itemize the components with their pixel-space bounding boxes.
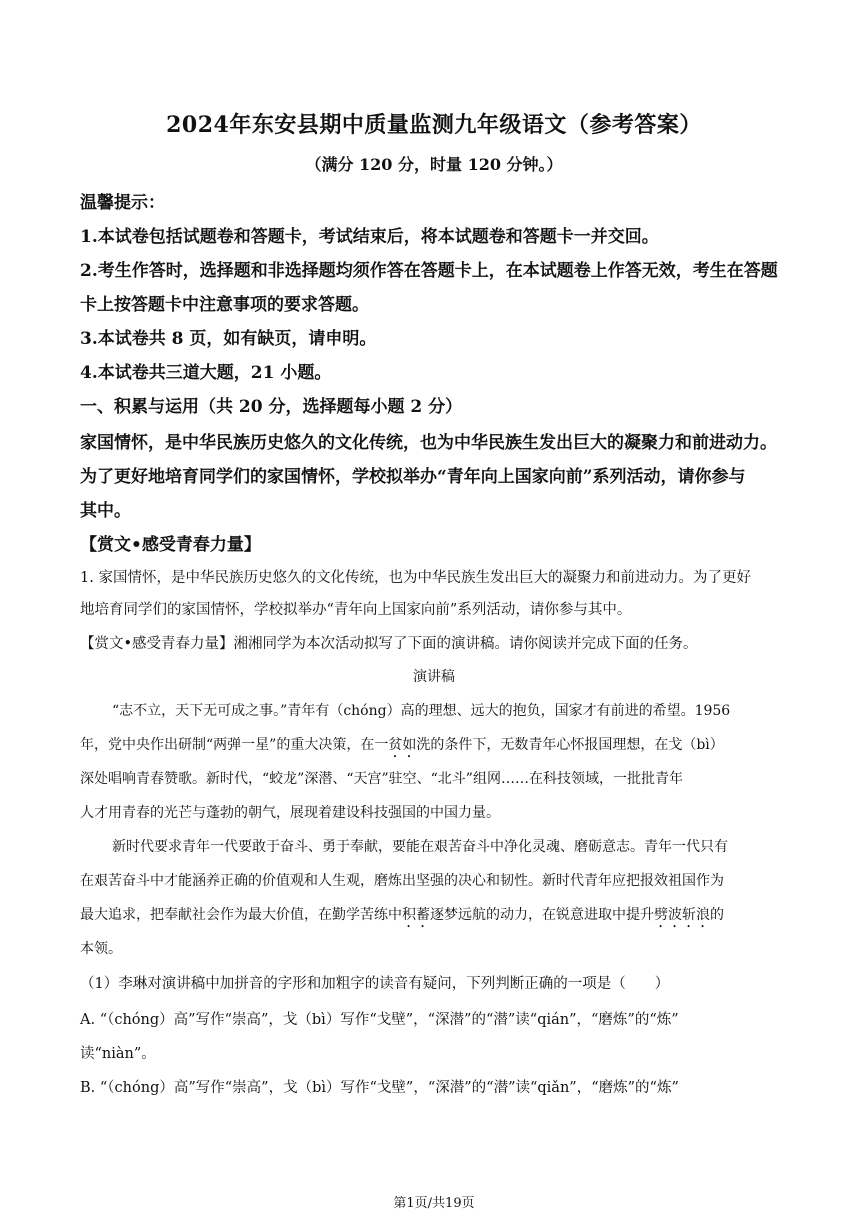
- speech-text: 的: [710, 907, 724, 923]
- notice-item: 卡上按答题卡中注意事项的要求答题。: [80, 295, 369, 315]
- section-subheading: 【赏文•感受青春力量】: [80, 535, 261, 555]
- speech-line: [80, 734, 724, 761]
- speech-text: 逐梦远航的动力，在锐意进取中提升: [430, 907, 654, 923]
- section-intro-line: 其中。: [80, 501, 131, 521]
- notice-heading: 温馨提示：: [80, 193, 165, 213]
- speech-line: 新时代要求青年一代要敢于奋斗、勇于奉献，要能在艰苦奋斗中净化灵魂、磨砺意志。青年一代只有: [112, 839, 728, 855]
- section-intro-line: 家国情怀，是中华民族历史悠久的文化传统，也为中华民族生发出巨大的凝聚力和前进动力。: [80, 433, 777, 453]
- question-text-line: 1. 家国情怀，是中华民族历史悠久的文化传统，也为中华民族生发出巨大的凝聚力和前进动力。为了更好: [80, 570, 751, 586]
- option-b-line: B. “（chóng）高”写作“崇高”，戈（bì）写作“戈壁”，“深潜”的“潜”读“qiǎn”，“磨炼”的“炼”: [80, 1080, 679, 1096]
- speech-text: 洗的条件下，无数青年心怀报国理想，在戈（bì）: [416, 737, 724, 753]
- notice-item: 4.本试卷共三道大题，21 小题。: [80, 363, 332, 383]
- emphasized-text: 积蓄: [402, 907, 430, 923]
- option-a-line: 读“niàn”。: [80, 1046, 156, 1062]
- question-stem: （1）李琳对演讲稿中加拼音的字形和加粗字的读音有疑问，下列判断正确的一项是（ ）: [80, 976, 670, 992]
- notice-item: 3.本试卷共 8 页，如有缺页，请申明。: [80, 329, 377, 349]
- section-heading: 一、积累与运用（共 20 分，选择题每小题 2 分）: [80, 397, 463, 417]
- speech-line: [80, 904, 724, 931]
- speech-line: 深处唱响青春赞歌。新时代，“蛟龙”深潜、“天宫”驻空、“北斗”组网……在科技领域，一批批青年: [80, 771, 683, 787]
- notice-item: 2.考生作答时，选择题和非选择题均须作答在答题卡上，在本试题卷上作答无效，考生在答题: [80, 261, 778, 281]
- notice-item: 1.本试卷包括试题卷和答题卡，考试结束后，将本试题卷和答题卡一并交回。: [80, 227, 659, 247]
- emphasized-text: 贫如: [388, 737, 417, 753]
- page-subtitle: （满分 120 分，时量 120 分钟。）: [305, 155, 563, 174]
- question-text-line: 【赏文•感受青春力量】湘湘同学为本次活动拟写了下面的演讲稿。请你阅读并完成下面的任务。: [80, 636, 698, 652]
- question-text-line: 地培育同学们的家国情怀，学校拟举办“青年向上国家向前”系列活动，请你参与其中。: [80, 602, 632, 618]
- emphasized-text: 劈波斩浪: [654, 907, 710, 923]
- page-title: 2024年东安县期中质量监测九年级语文（参考答案）: [166, 112, 702, 138]
- speech-text: 最大追求，把奉献社会作为最大价值，在勤学苦练中: [80, 907, 402, 923]
- speech-line: “志不立，天下无可成之事。”青年有（chóng）高的理想、远大的抱负，国家才有前进的希望。1956: [112, 703, 731, 719]
- speech-line: 人才用青春的光芒与蓬勃的朝气，展现着建设科技强国的中国力量。: [80, 805, 500, 821]
- page-number: 第1页/共19页: [393, 1196, 475, 1211]
- option-a-line: A. “（chóng）高”写作“崇高”，戈（bì）写作“戈壁”，“深潜”的“潜”读“qián”，“磨炼”的“炼”: [80, 1012, 679, 1028]
- speech-line: 在艰苦奋斗中才能涵养正确的价值观和人生观，磨炼出坚强的决心和韧性。新时代青年应把报效祖国作为: [80, 873, 724, 889]
- speech-line: 本领。: [80, 941, 122, 957]
- section-intro-line: 为了更好地培育同学们的家国情怀，学校拟举办“青年向上国家向前”系列活动，请你参与: [80, 467, 746, 487]
- speech-title: 演讲稿: [413, 669, 455, 685]
- speech-text: 年，党中央作出研制“两弹一星”的重大决策，在一: [80, 737, 389, 753]
